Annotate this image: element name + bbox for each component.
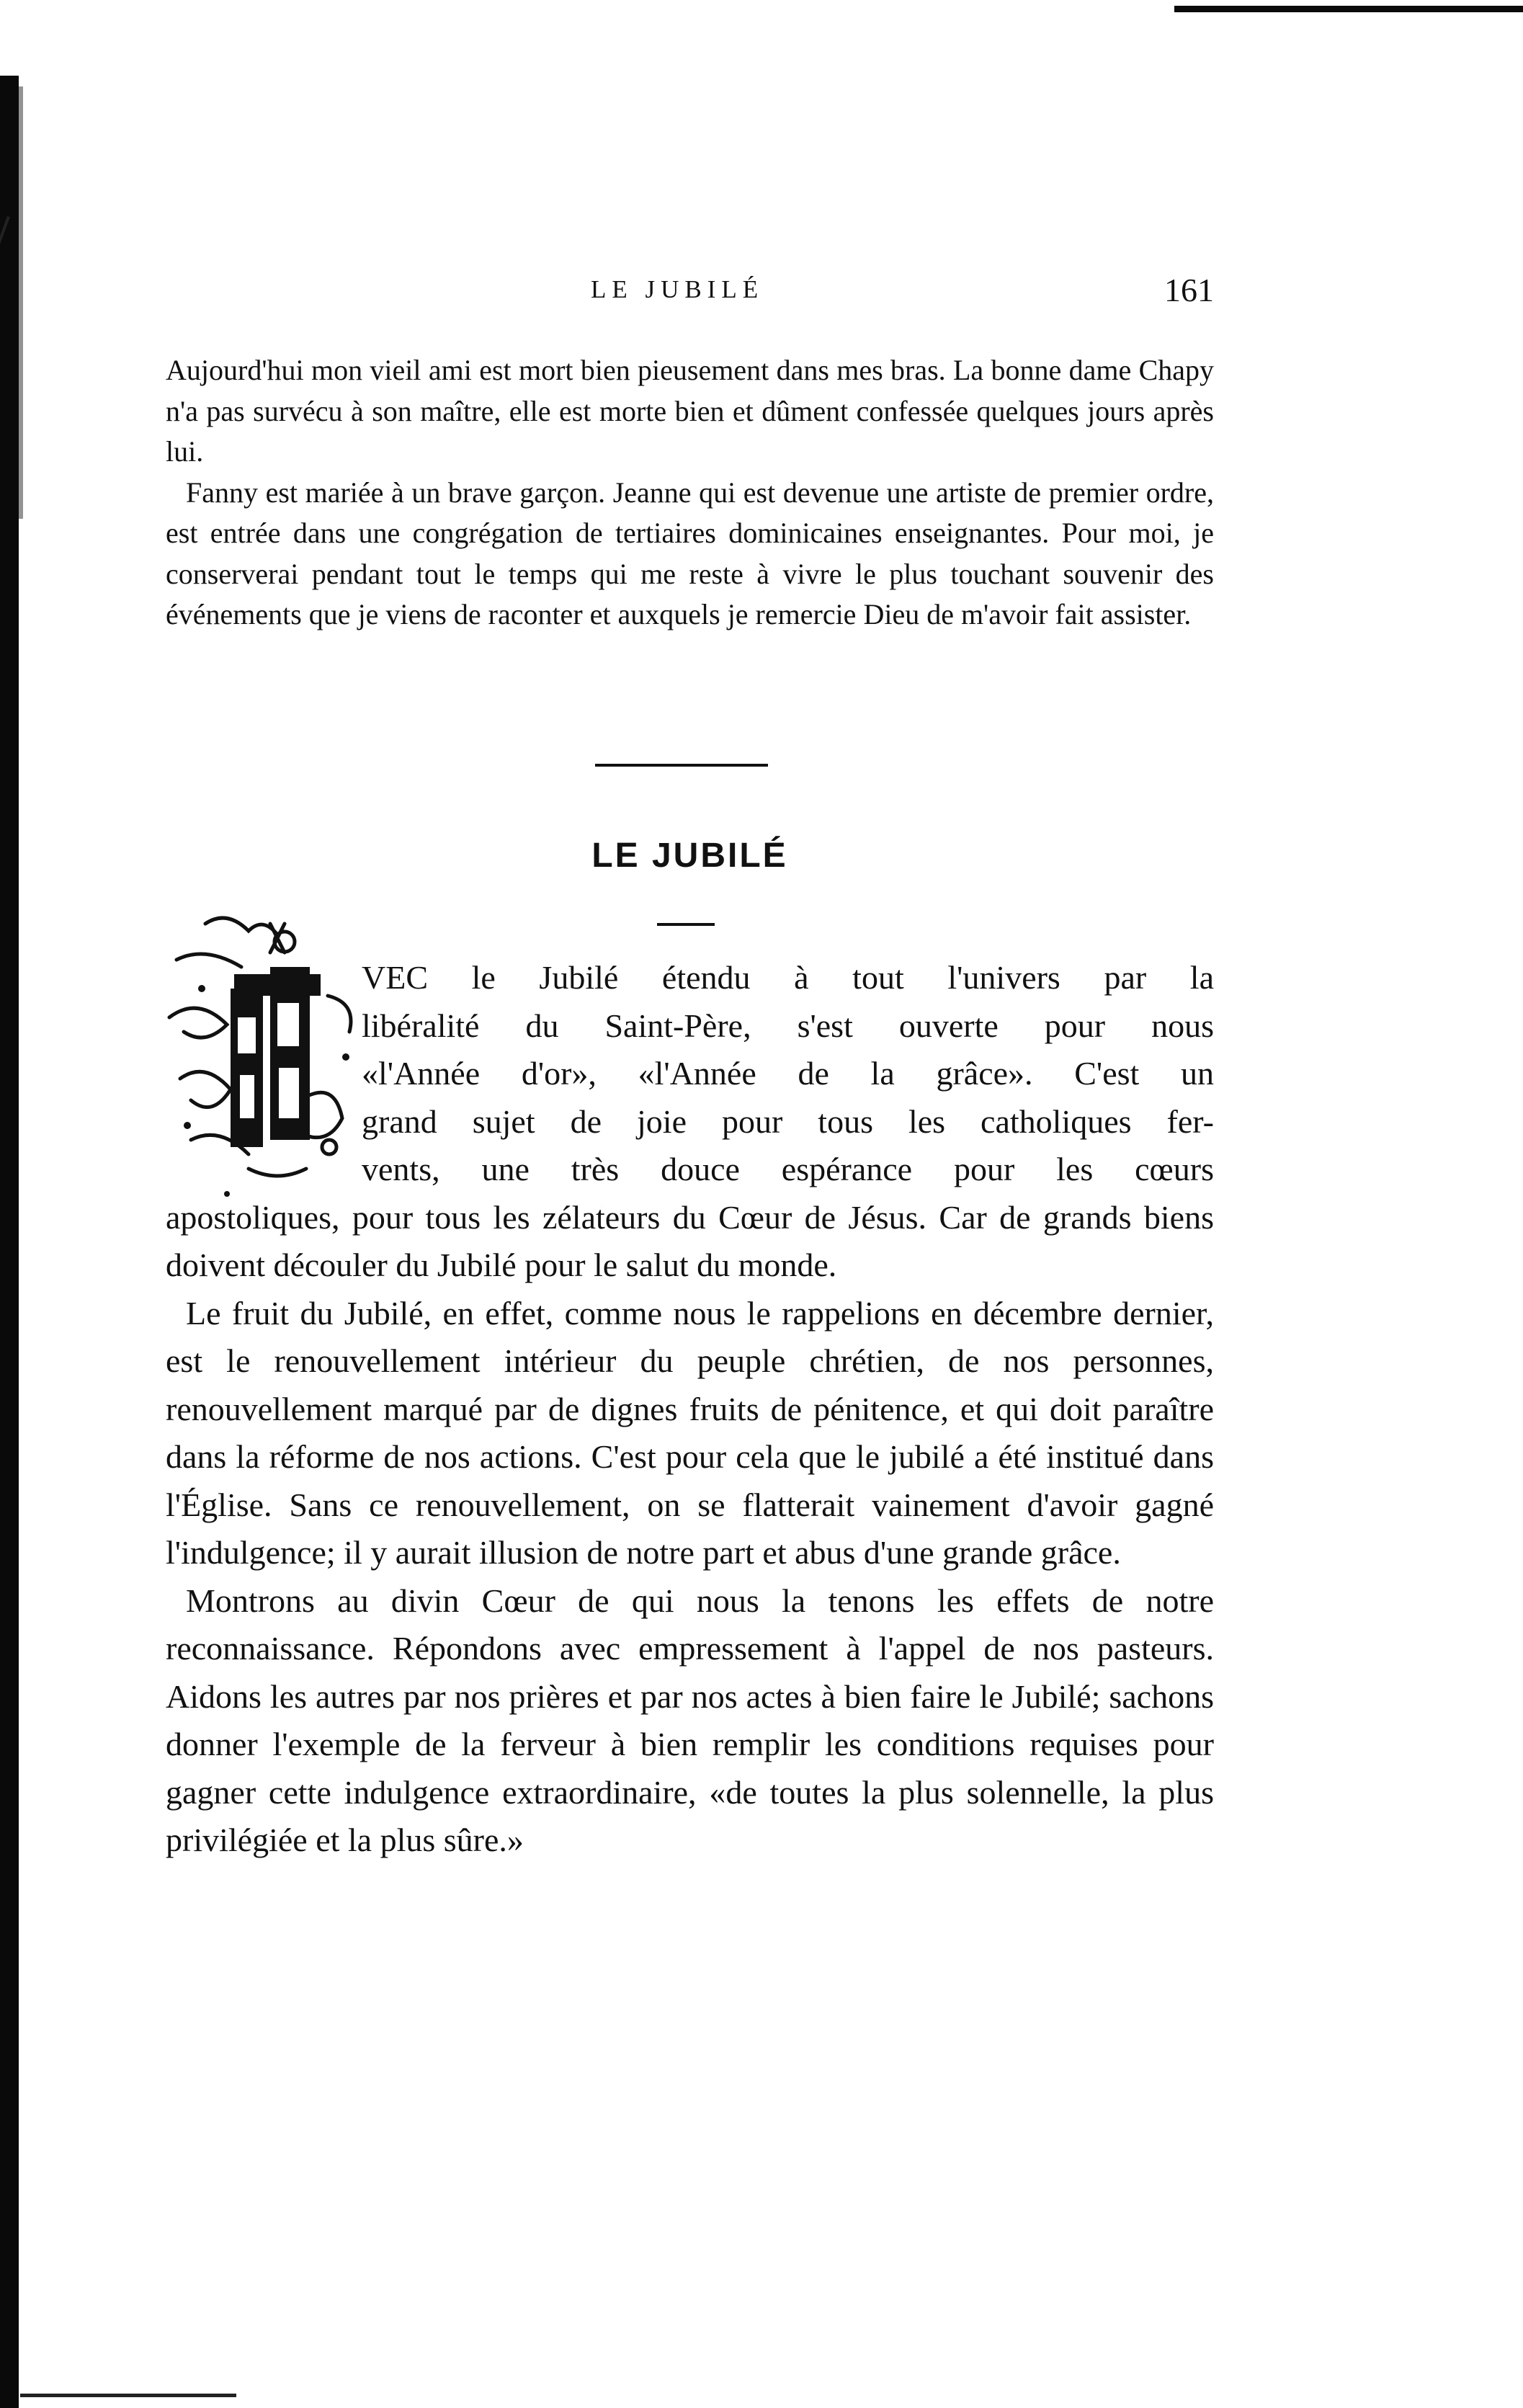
paragraph-line: grand sujet de joie pour tous les catholiques fer- — [362, 1102, 1214, 1140]
paragraph: Le fruit du Jubilé, en effet, comme nous le rappelions en décembre dernier, est le renouvellement intérieur du peuple chrétien, de nos personnes, renouvellement marqué par de dignes fruits de pénitence, et qui doit paraître dans la réforme de nos actions. C'est pour cela que le jubilé a été institué dans l'Église. Sans ce renouvellement, on se flatterait vainement d'avoir gagné l'indulgence; il y aurait illusion de notre part et abus d'une grande grâce. — [166, 1294, 1214, 1571]
section-divider-rule — [595, 764, 768, 767]
paragraph: Montrons au divin Cœur de qui nous la tenons les effets de notre reconnaissance. Répondons avec empressement à l'appel de nos pasteurs. Aidons les autres par nos prières et par nos actes à bien faire le Jubilé; sachons donner l'exemple de la ferveur à bien remplir les conditions requises pour gagner cette indulgence extraordinaire, «de toutes la plus solennelle, la plus privilégiée et la plus sûre.» — [166, 1582, 1214, 1858]
paragraph-line: VEC le Jubilé étendu à tout l'univers par la — [362, 959, 1214, 996]
previous-story-ending — [166, 350, 1214, 636]
page-number: 161 — [1164, 272, 1214, 308]
paragraph-line: «l'Année d'or», «l'Année de la grâce». C'est un — [362, 1055, 1214, 1092]
paragraph-continuation: apostoliques, pour tous les zélateurs du Cœur de Jésus. Car de grands biens doivent découler du Jubilé pour le salut du monde. — [166, 1198, 1214, 1283]
scan-edge-shadow-inner — [19, 86, 23, 519]
section-body — [166, 954, 1214, 1865]
first-paragraph — [166, 954, 1214, 1290]
paragraph-line: libéralité du Saint-Père, s'est ouverte pour nous — [362, 1007, 1214, 1044]
scan-edge-shadow — [0, 76, 19, 2408]
scan-top-rule — [1174, 6, 1523, 12]
running-head — [166, 272, 1214, 318]
title-underline-rule — [657, 923, 715, 926]
section-title: LE JUBILÉ — [591, 837, 788, 875]
paragraph: Fanny est mariée à un brave garçon. Jeanne qui est devenue une artiste de premier ordre, est entrée dans une congrégation de tertiaires dominicaines enseignantes. Pour moi, je conserverai pendant tout le temps qui me reste à vivre le plus touchant souvenir des événements que je viens de raconter et auxquels je remercie Dieu de m'avoir fait assister. — [166, 476, 1214, 630]
running-title: LE JUBILÉ — [591, 275, 764, 303]
paragraph: Aujourd'hui mon vieil ami est mort bien pieusement dans mes bras. La bonne dame Chapy n'a pas survécu à son maître, elle est morte bien et dûment confessée quelques jours après lui. — [166, 354, 1214, 468]
scan-bottom-mark — [20, 2394, 236, 2397]
paragraph-line: vents, une très douce espérance pour les cœurs — [362, 1151, 1214, 1187]
